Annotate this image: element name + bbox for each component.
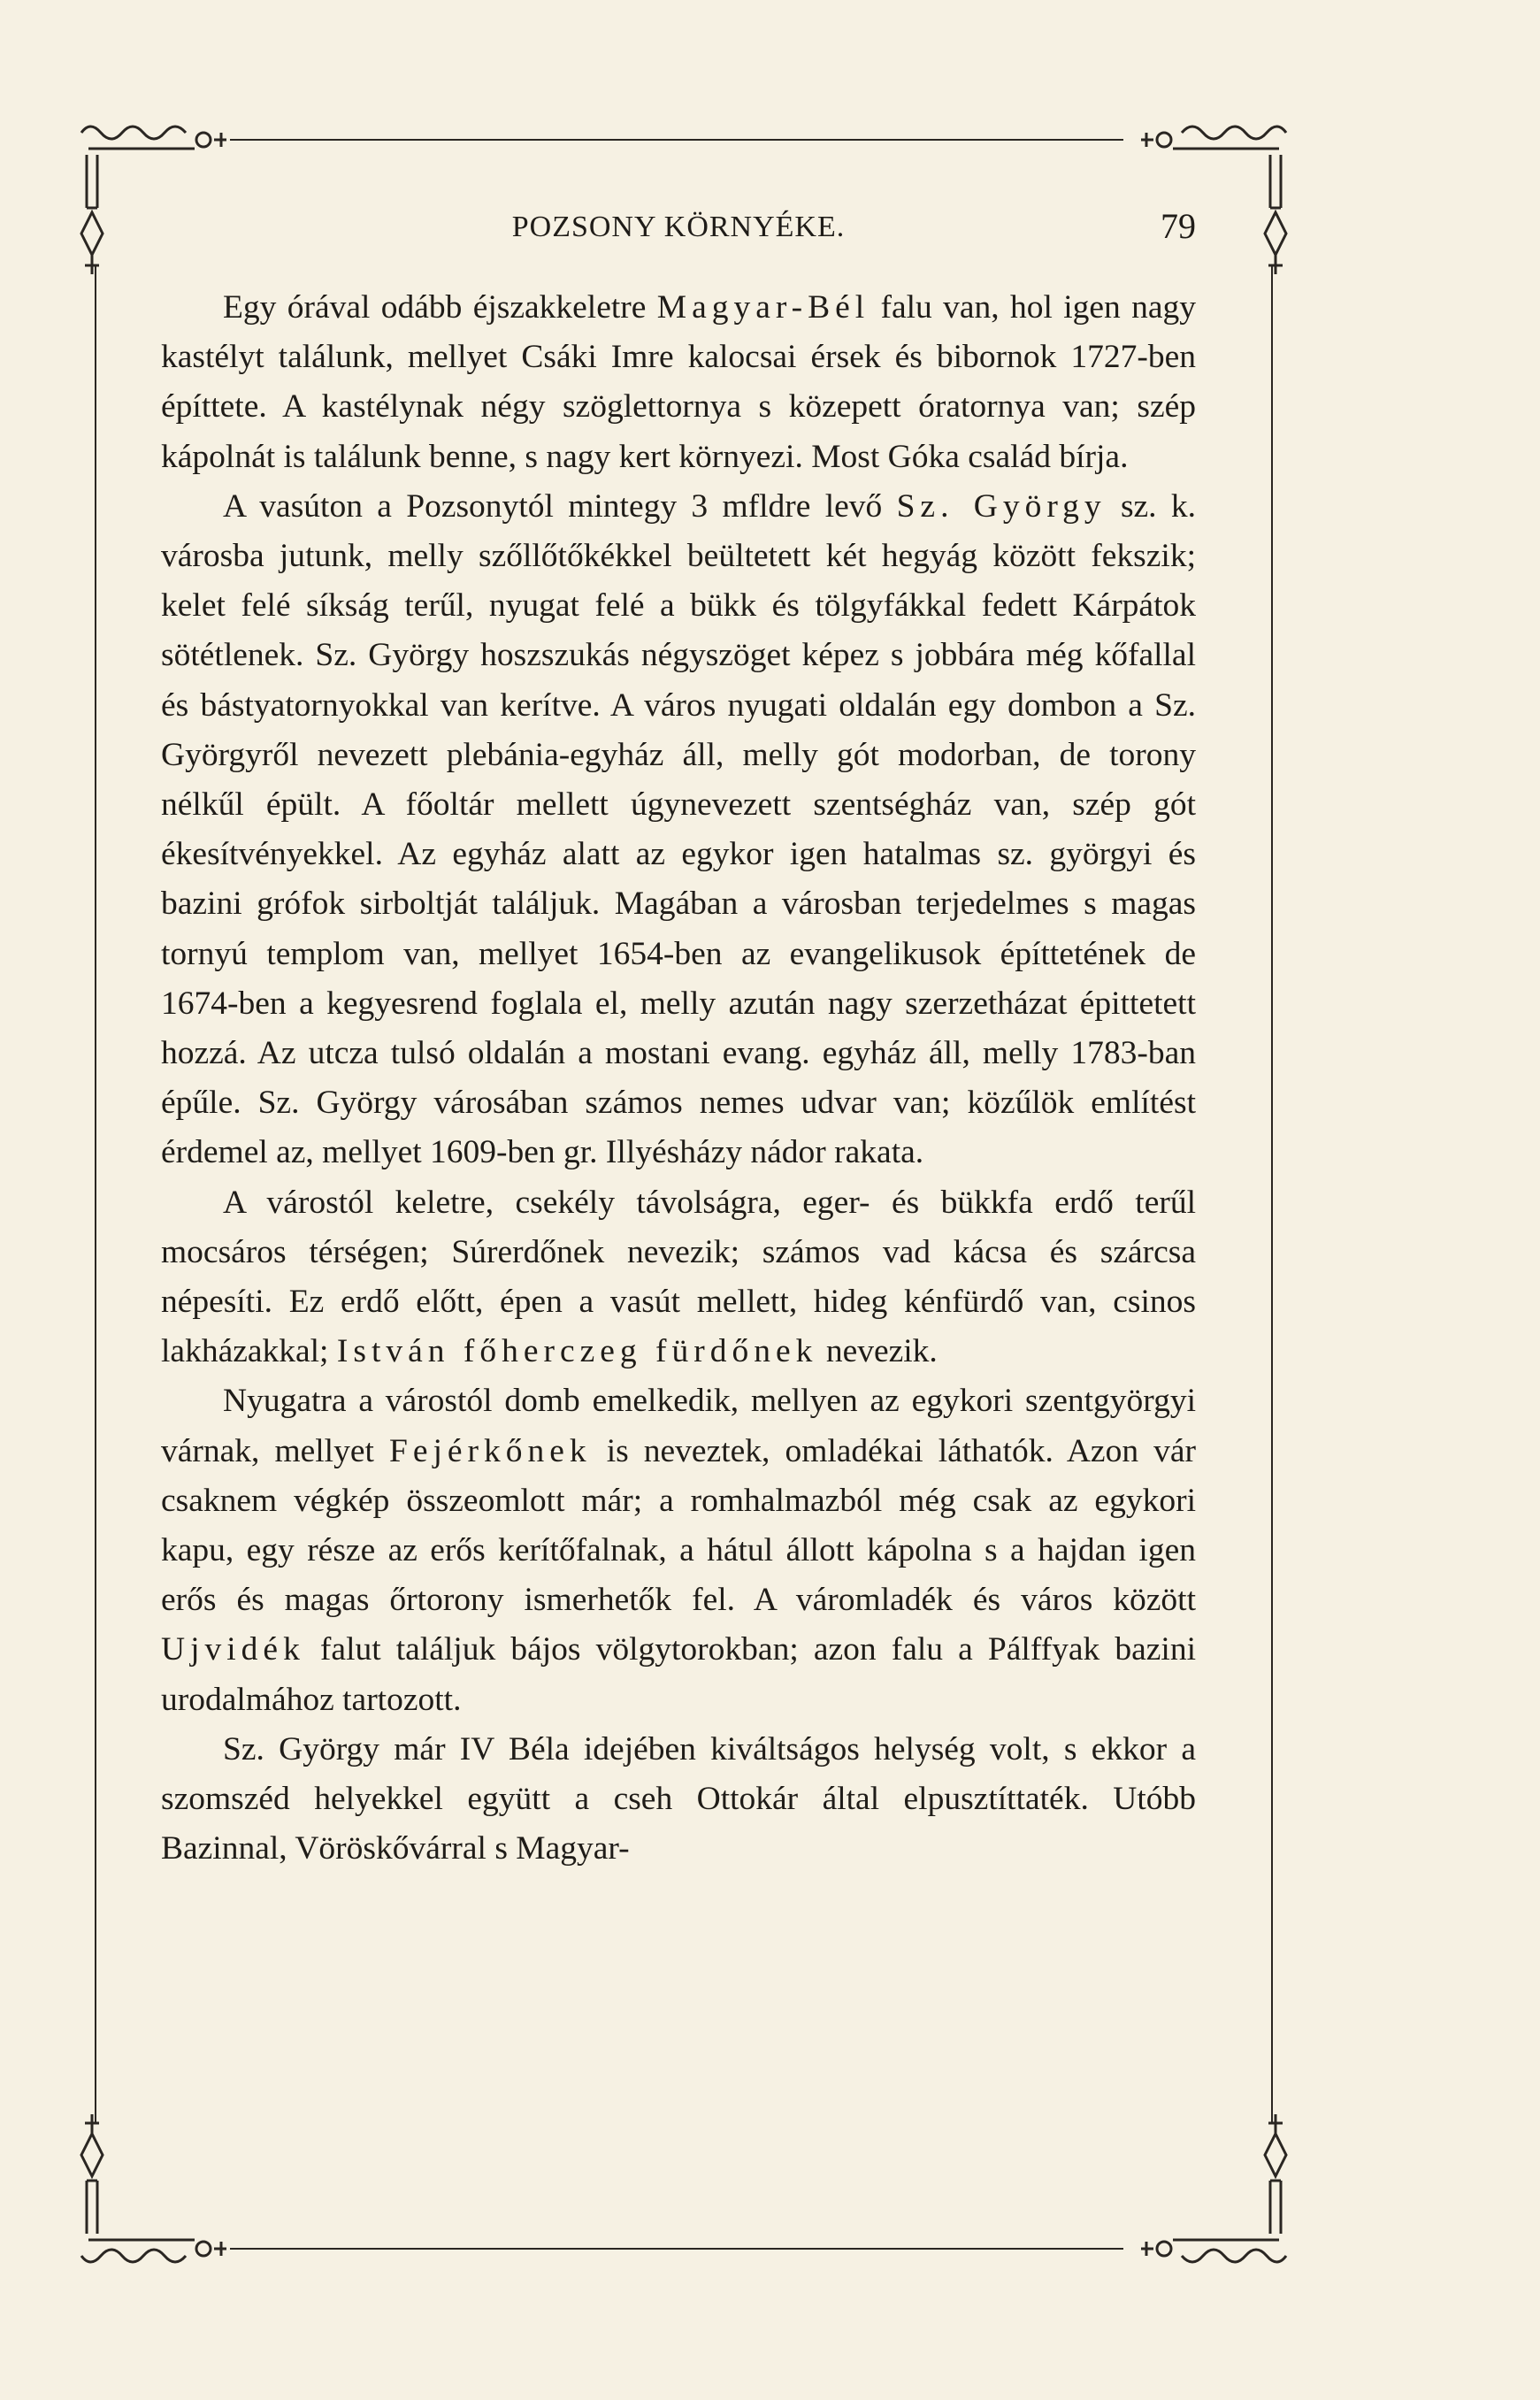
corner-ornament-bottom-right — [1141, 2114, 1286, 2262]
spaced-name: István főherczeg fürdőnek — [336, 1333, 818, 1370]
text-run: falut találjuk bájos völgytorokban; azon falu a Pálffyak bazini urodalmához tartozott. — [161, 1631, 1196, 1718]
body-text — [161, 283, 1196, 1875]
paragraph — [161, 283, 1196, 482]
text-run: is neveztek, omladékai láthatók. Azon vár csaknem végkép összeomlott már; a romhalmazból még csak az egykori kapu, egy része az erős kerítőfalnak, a hátul állott kápolna s a hajdan igen erős és magas őrtorony ismerhetők fel. A váromladék és város között — [161, 1432, 1196, 1619]
paragraph — [161, 482, 1196, 1178]
spaced-name: Magyar-Bél — [656, 289, 870, 326]
running-head: POZSONY KÖRNYÉKE. — [511, 211, 846, 243]
paragraph — [161, 1725, 1196, 1875]
text-run: A vasúton a Pozsonytól mintegy 3 mfldre levő — [223, 487, 897, 525]
text-run: A várostól keletre, csekély távolságra, eger- és bükkfa erdő terűl mocsáros térségen; Súrerdőnek nevezik; számos vad kácsa és szárcsa népesíti. Ez erdő előtt, épen a vasút mellett, hideg kénfürdő van, csinos lakházakkal; — [161, 1184, 1196, 1370]
text-run: Egy órával odább éjszakkeletre — [223, 289, 657, 326]
spaced-name: Fejérkőnek — [388, 1432, 592, 1469]
text-run: nevezik. — [817, 1333, 938, 1370]
paragraph — [161, 1178, 1196, 1377]
text-run: Sz. György már IV Béla idejében kiváltságos helység volt, s ekkor a szomszéd helyekkel együtt a cseh Ottokár által elpusztíttaték. Utóbb Bazinnal, Vöröskővárral s Magyar- — [161, 1730, 1196, 1867]
spaced-name: Ujvidék — [161, 1631, 305, 1668]
page-header — [161, 206, 1196, 260]
text-run: falu van, hol igen nagy kastélyt találunk, mellyet Csáki Imre kalocsai érsek és bibornok 1727-ben építtete. A kastélynak négy szöglettornya s közepett óratornya van; szép kápolnát is találunk benne, s nagy kert környezi. Most Góka család bírja. — [161, 289, 1196, 475]
page-number: 79 — [1161, 206, 1196, 246]
paragraph — [161, 1376, 1196, 1724]
corner-ornament-bottom-left — [81, 2114, 226, 2262]
spaced-name: Sz. György — [896, 487, 1107, 525]
text-run: sz. k. városba jutunk, melly szőllőtőkékkel beültetett két hegyág között fekszik; kelet felé síkság terűl, nyugat felé a bükk és tölgyfákkal fedett Kárpátok sötétlenek. Sz. György hoszszukás négyszöget képez s jobbára még kőfallal és bástyatornyokkal van kerítve. A város nyugati oldalán egy dombon a Sz. Györgyről nevezett plebánia-egyház áll, melly gót modorban, de torony nélkűl épült. A főoltár mellett úgynevezett szentségház van, szép gót ékesítvényekkel. Az egyház alatt az egykor igen hatalmas sz. györgyi és bazini grófok sirboltját találjuk. Magában a városban terjedelmes s magas tornyú templom van, mellyet 1654-ben az evangelikusok építtetének de 1674-ben a kegyesrend foglala el, melly azután nagy szerzetházat épittetett hozzá. Az utcza tulsó oldalán a mostani evang. egyház áll, melly 1783-ban épűle. Sz. György városában számos nemes udvar van; közűlök említést érdemel az, mellyet 1609-ben gr. Illyésházy nádor rakata. — [161, 487, 1196, 1171]
text-run: Nyugatra a várostól domb emelkedik, mellyen az egykori szentgyörgyi várnak, mellyet — [161, 1383, 1196, 1469]
